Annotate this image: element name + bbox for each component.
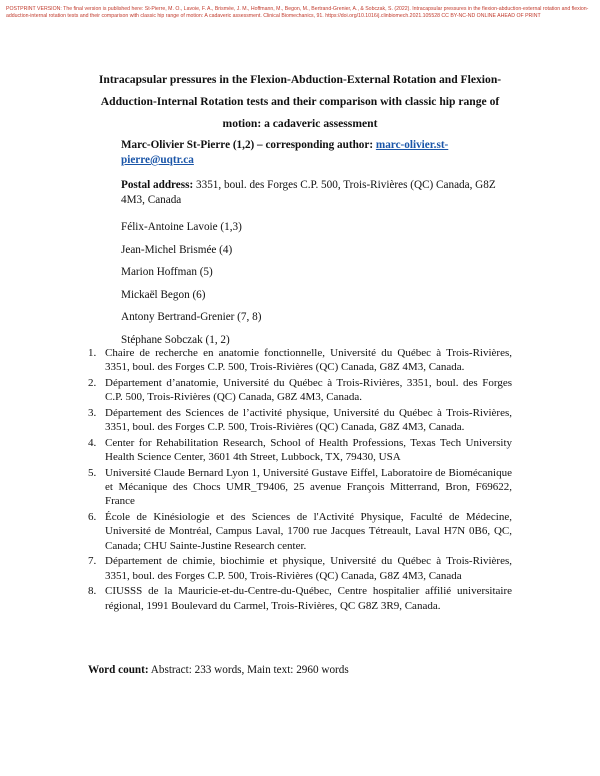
affiliation-number: 1.	[88, 347, 97, 359]
affiliation-number: 3.	[88, 407, 97, 419]
affiliation-text: Université Claude Bernard Lyon 1, Université Gustave Eiffel, Laboratoire de Biomécanique et Mécanique des Chocs UMR_T9406, 25 avenue François Mitterrand, Bron, F69622, France	[105, 467, 512, 508]
coauthor: Jean-Michel Brismée (4)	[121, 243, 233, 256]
affiliation-text: CIUSSS de la Mauricie-et-du-Centre-du-Québec, Centre hospitalier affilié universitaire régional, 1991 Boulevard du Carmel, Trois-Rivières, QC G8Z 3R9, Canada.	[105, 585, 512, 612]
affiliation-text: Département d’anatomie, Université du Québec à Trois-Rivières, 3351, boul. des Forges C.P. 500, Trois-Rivières (QC) Canada, G8Z 4M3, Canada.	[105, 377, 512, 404]
paper-title: Intracapsular pressures in the Flexion-Abduction-External Rotation and Flexion-Adduction-Internal Rotation tests and their comparison with classic hip range of motion: a cadaveric assessment	[98, 73, 502, 130]
affiliation-item	[88, 584, 512, 612]
affiliation-number: 5.	[88, 467, 97, 479]
affiliation-text: Center for Rehabilitation Research, School of Health Professions, Texas Tech University Health Science Center, 3601 4th Street, Lubbock, TX, 79430, USA	[105, 437, 512, 464]
word-count	[88, 664, 349, 676]
affiliation-text: Chaire de recherche en anatomie fonctionnelle, Université du Québec à Trois-Rivières, 3351, boul. des Forges C.P. 500, Trois-Rivières (QC) Canada, G8Z 4M3, Canada.	[105, 347, 512, 374]
postprint-banner: POSTPRINT VERSION: The final version is published here: St-Pierre, M. O., Lavoie, F. A., Brismée, J. M., Hoffmann, M., Begon, M., Bertrand-Grenier, A., & Sobczak, S. (2022). Intracapsular pressures in the flexion-abduction-external rotation and flexion-adduction-internal rotation tests and their comparison with classic hip range of motion: A cadaveric assessment. Clinical Biomechanics, 91. https://doi.org/10.1016/j.clinbiomech.2021.105528 CC BY-NC-ND ONLINE AHEAD OF PRINT	[6, 6, 589, 19]
affiliation-text: Département de chimie, biochimie et physique, Université du Québec à Trois-Rivières, 3351, boul. des Forges C.P. 500, Trois-Rivières (QC) Canada, G8Z 4M3, Canada	[105, 555, 512, 582]
coauthor: Antony Bertrand-Grenier (7, 8)	[121, 311, 262, 323]
postal-text: 3351, boul. des Forges C.P. 500, Trois-Rivières (QC) Canada, G8Z 4M3, Canada	[121, 179, 496, 206]
affiliation-list	[88, 346, 512, 614]
affiliation-item	[88, 554, 512, 582]
affiliation-text: École de Kinésiologie et des Sciences de l'Activité Physique, Faculté de Médecine, Université de Montréal, Campus Laval, 1700 rue Jacques Tétreault, Laval H7N 0B6, QC, Canada; CHU Sainte-Justine Research center.	[105, 511, 512, 552]
coauthor: Félix-Antoine Lavoie (1,3)	[121, 221, 242, 233]
corresponding-email-link[interactable]: marc-olivier.st-pierre@uqtr.ca	[121, 139, 449, 166]
coauthor: Mickaël Begon (6)	[121, 288, 206, 301]
affiliation-item	[88, 510, 512, 553]
affiliation-text: Département des Sciences de l’activité physique, Université du Québec à Trois-Rivières, 3351, boul. des Forges C.P. 500, Trois-Rivières (QC) Canada, G8Z 4M3, Canada.	[105, 407, 512, 434]
postal-label: Postal address:	[121, 179, 194, 191]
coauthor: Stéphane Sobczak (1, 2)	[121, 333, 230, 346]
word-count-text: Abstract: 233 words, Main text: 2960 words	[150, 664, 349, 676]
postal-address	[121, 178, 521, 208]
affiliation-item	[88, 406, 512, 434]
affiliation-item	[88, 436, 512, 464]
author-block	[121, 138, 521, 355]
affiliation-number: 7.	[88, 555, 97, 568]
coauthor: Marion Hoffman (5)	[121, 266, 213, 278]
affiliation-number: 2.	[88, 377, 97, 389]
affiliation-item	[88, 466, 512, 509]
corresponding-author	[121, 138, 521, 168]
corresponding-author-name: Marc-Olivier St-Pierre (1,2) – corresponding author:	[121, 139, 374, 151]
affiliation-number: 6.	[88, 511, 97, 524]
affiliation-item	[88, 376, 512, 404]
word-count-label: Word count:	[88, 664, 149, 676]
affiliation-number: 4.	[88, 437, 97, 449]
affiliation-item	[88, 346, 512, 374]
affiliation-number: 8.	[88, 585, 97, 598]
